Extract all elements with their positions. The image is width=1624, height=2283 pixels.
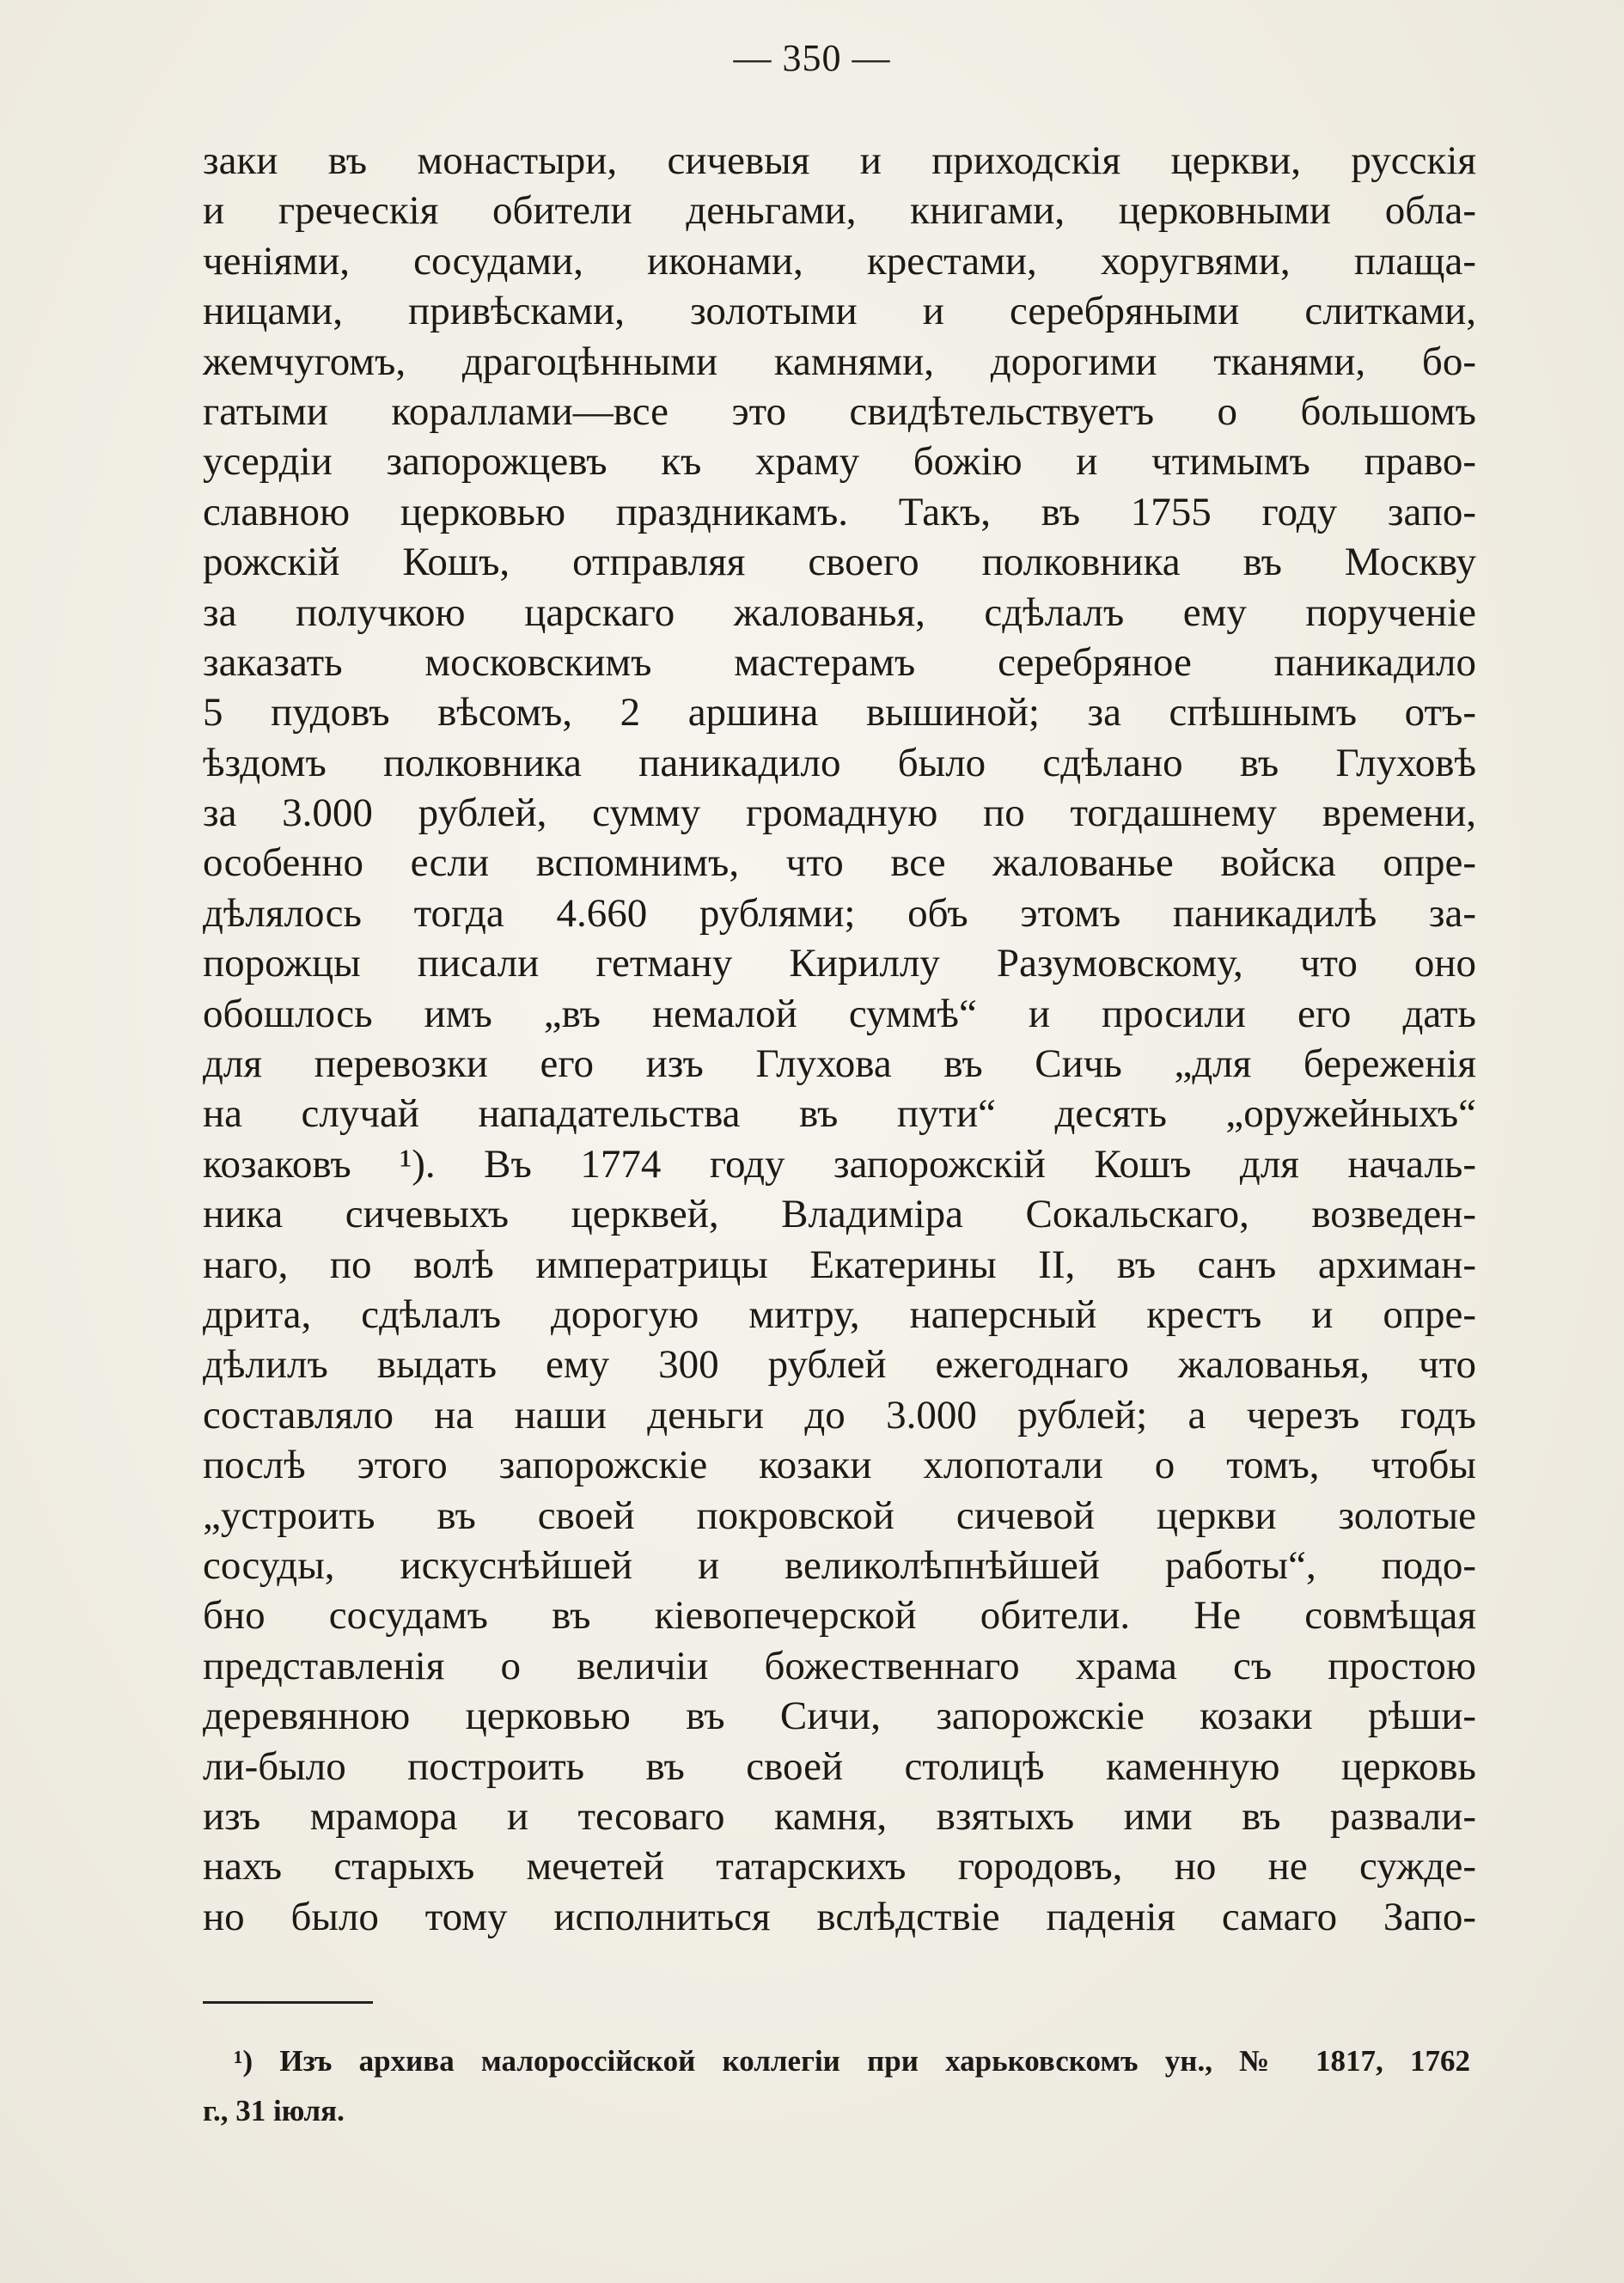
text-line: нахъ старыхъ мечетей татарскихъ городовъ, но не сужде-	[203, 1844, 1476, 1889]
text-line: заказать московскимъ мастерамъ серебряное паникадило	[203, 639, 1476, 685]
text-line: дѣлялось тогда 4.660 рублями; объ этомъ паникадилѣ за-	[203, 890, 1476, 936]
text-line: особенно если вспомнимъ, что все жалованье войска опре-	[203, 840, 1476, 886]
text-line: дѣлилъ выдать ему 300 рублей ежегоднаго жалованья, что	[203, 1342, 1476, 1388]
text-line: ѣздомъ полковника паникадило было сдѣлано въ Глуховѣ	[203, 740, 1476, 785]
text-line: дрита, сдѣлалъ дорогую митру, наперсный крестъ и опре-	[203, 1291, 1476, 1337]
text-line: но было тому исполниться вслѣдствіе паденія самаго Запо-	[203, 1894, 1476, 1939]
text-line: бно сосудамъ въ кіевопечерской обители. Не совмѣщая	[203, 1593, 1476, 1639]
text-line: и греческія обители деньгами, книгами, церковными обла-	[203, 188, 1476, 234]
footnote-line: ¹) Изъ архива малороссійской коллегіи при харьковскомъ ун., № 1817, 1762	[234, 2044, 1470, 2078]
text-line: ницами, привѣсками, золотыми и серебряными слитками,	[203, 289, 1476, 334]
text-line: за 3.000 рублей, сумму громадную по тогдашнему времени,	[203, 791, 1476, 836]
text-line: жемчугомъ, драгоцѣнными камнями, дорогими тканями, бо-	[203, 339, 1476, 384]
text-line: ченіями, сосудами, иконами, крестами, хоругвями, плаща-	[203, 238, 1476, 284]
footnote	[203, 2036, 1470, 2136]
footnote-divider	[203, 2001, 373, 2004]
text-line: ника сичевыхъ церквей, Владиміра Сокальскаго, возведен-	[203, 1192, 1476, 1237]
text-line: усердіи запорожцевъ къ храму божію и чтимымъ право-	[203, 439, 1476, 485]
text-line: „устроить въ своей покровской сичевой церкви золотые	[203, 1492, 1476, 1538]
text-line: обошлось имъ „въ немалой суммѣ“ и просили его дать	[203, 991, 1476, 1036]
text-line: за получкою царскаго жалованья, сдѣлалъ ему порученіе	[203, 589, 1476, 635]
text-line: на случай нападательства въ пути“ десять „оружейныхъ“	[203, 1091, 1476, 1137]
text-line: изъ мрамора и тесоваго камня, взятыхъ ими въ развали-	[203, 1793, 1476, 1839]
page-number: — 350 —	[733, 37, 891, 79]
text-line: рожскій Кошъ, отправляя своего полковника въ Москву	[203, 540, 1476, 585]
text-line: наго, по волѣ императрицы Екатерины II, въ санъ архиман-	[203, 1242, 1476, 1287]
text-line: составляло на наши деньги до 3.000 рублей; а черезъ годъ	[203, 1392, 1476, 1438]
text-line: ли-было построить въ своей столицѣ каменную церковь	[203, 1743, 1476, 1789]
text-line: для перевозки его изъ Глухова въ Сичь „для береженія	[203, 1041, 1476, 1087]
text-line: послѣ этого запорожскіе козаки хлопотали о томъ, чтобы	[203, 1443, 1476, 1488]
text-line: сосуды, искуснѣйшей и великолѣпнѣйшей работы“, подо-	[203, 1542, 1476, 1588]
text-line: гатыми кораллами—все это свидѣтельствуетъ о большомъ	[203, 388, 1476, 434]
body-text	[203, 136, 1476, 1942]
text-line: представленія о величіи божественнаго храма съ простою	[203, 1643, 1476, 1688]
text-line: славною церковью праздникамъ. Такъ, въ 1755 году запо-	[203, 489, 1476, 534]
text-line: 5 пудовъ вѣсомъ, 2 аршина вышиной; за спѣшнымъ отъ-	[203, 690, 1476, 736]
text-line: порожцы писали гетману Кириллу Разумовскому, что оно	[203, 941, 1476, 986]
footnote-line: г., 31 іюля.	[203, 2094, 345, 2127]
text-line: деревянною церковью въ Сичи, запорожскіе козаки рѣши-	[203, 1694, 1476, 1739]
text-line: заки въ монастыри, сичевыя и приходскія церкви, русскія	[203, 138, 1476, 183]
text-line: козаковъ ¹). Въ 1774 году запорожскій Кошъ для началь-	[203, 1141, 1476, 1187]
